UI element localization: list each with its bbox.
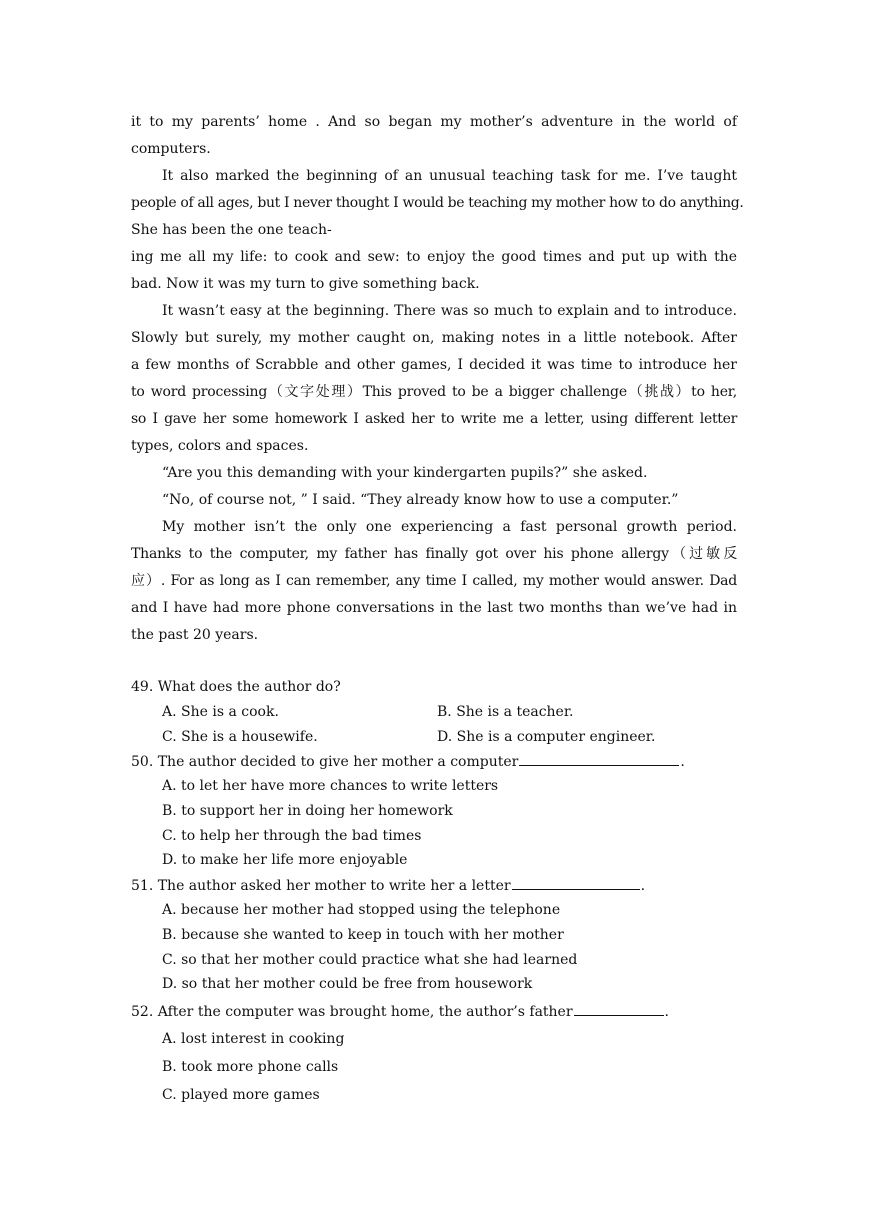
passage-line: types, colors and spaces.	[131, 438, 309, 454]
question-stem	[131, 877, 645, 894]
question-text: After the computer was brought home, the author’s father	[157, 1004, 573, 1020]
passage-line: so I gave her some homework I asked her to write me a letter, using different letter	[131, 411, 737, 427]
question-number: 50.	[131, 754, 154, 770]
passage-line: 应）. For as long as I can remember, any time I called, my mother would answer. Dad	[131, 573, 737, 589]
passage-line: It wasn’t easy at the beginning. There was so much to explain and to introduce.	[162, 303, 737, 319]
passage-line: bad. Now it was my turn to give something back.	[131, 276, 480, 292]
question-period: .	[640, 878, 646, 894]
option-a[interactable]: A. She is a cook.	[162, 704, 279, 720]
passage-line: it to my parents’ home . And so began my mother’s adventure in the world of	[131, 114, 737, 130]
question-text: The author asked her mother to write her a letter	[157, 878, 511, 894]
passage-line: ing me all my life: to cook and sew: to enjoy the good times and put up with the	[131, 249, 737, 265]
question-stem	[131, 679, 341, 695]
option-d[interactable]: D. She is a computer engineer.	[437, 729, 656, 745]
question-number: 52.	[131, 1004, 154, 1020]
question-number: 49.	[131, 679, 154, 695]
question-period: .	[664, 1004, 669, 1020]
question-stem	[131, 753, 685, 770]
option-b[interactable]: B. She is a teacher.	[437, 704, 574, 720]
option-c[interactable]: C. played more games	[162, 1087, 320, 1103]
passage-line: She has been the one teach-	[131, 222, 332, 238]
passage-line: Slowly but surely, my mother caught on, making notes in a little notebook. After	[131, 330, 737, 346]
option-b[interactable]: B. because she wanted to keep in touch with her mother	[162, 927, 564, 943]
passage-line: a few months of Scrabble and other games, I decided it was time to introduce her	[131, 357, 737, 373]
passage-line: Thanks to the computer, my father has finally got over his phone allergy（过敏反	[131, 546, 737, 562]
passage-line: computers.	[131, 141, 211, 157]
option-a[interactable]: A. because her mother had stopped using the telephone	[162, 902, 561, 918]
answer-blank[interactable]	[574, 1003, 664, 1016]
option-a[interactable]: A. lost interest in cooking	[162, 1031, 345, 1047]
option-c[interactable]: C. She is a housewife.	[162, 729, 318, 745]
option-b[interactable]: B. to support her in doing her homework	[162, 803, 453, 819]
passage-line: people of all ages, but I never thought I would be teaching my mother how to do anything.	[131, 195, 744, 211]
passage-line: “Are you this demanding with your kindergarten pupils?” she asked.	[162, 465, 648, 481]
option-a[interactable]: A. to let her have more chances to write letters	[162, 778, 499, 794]
question-stem	[131, 1003, 669, 1020]
passage-line: and I have had more phone conversations in the last two months than we’ve had in	[131, 600, 737, 616]
answer-blank[interactable]	[512, 877, 640, 890]
question-text: What does the author do?	[157, 679, 341, 695]
answer-blank[interactable]	[519, 753, 679, 766]
question-text: The author decided to give her mother a computer	[157, 754, 519, 770]
passage-line: It also marked the beginning of an unusual teaching task for me. I’ve taught	[162, 168, 737, 184]
passage-line: the past 20 years.	[131, 627, 259, 643]
option-d[interactable]: D. to make her life more enjoyable	[162, 852, 408, 868]
question-period: .	[680, 754, 685, 770]
option-d[interactable]: D. so that her mother could be free from housework	[162, 976, 533, 992]
option-c[interactable]: C. so that her mother could practice what she had learned	[162, 952, 578, 968]
question-number: 51.	[131, 878, 154, 894]
option-b[interactable]: B. took more phone calls	[162, 1059, 339, 1075]
passage-line: to word processing（文字处理）This proved to be a bigger challenge（挑战）to her,	[131, 384, 737, 400]
passage-line: My mother isn’t the only one experiencing a fast personal growth period.	[162, 519, 737, 535]
passage-line: “No, of course not, ” I said. “They already know how to use a computer.”	[162, 492, 679, 508]
option-c[interactable]: C. to help her through the bad times	[162, 828, 422, 844]
